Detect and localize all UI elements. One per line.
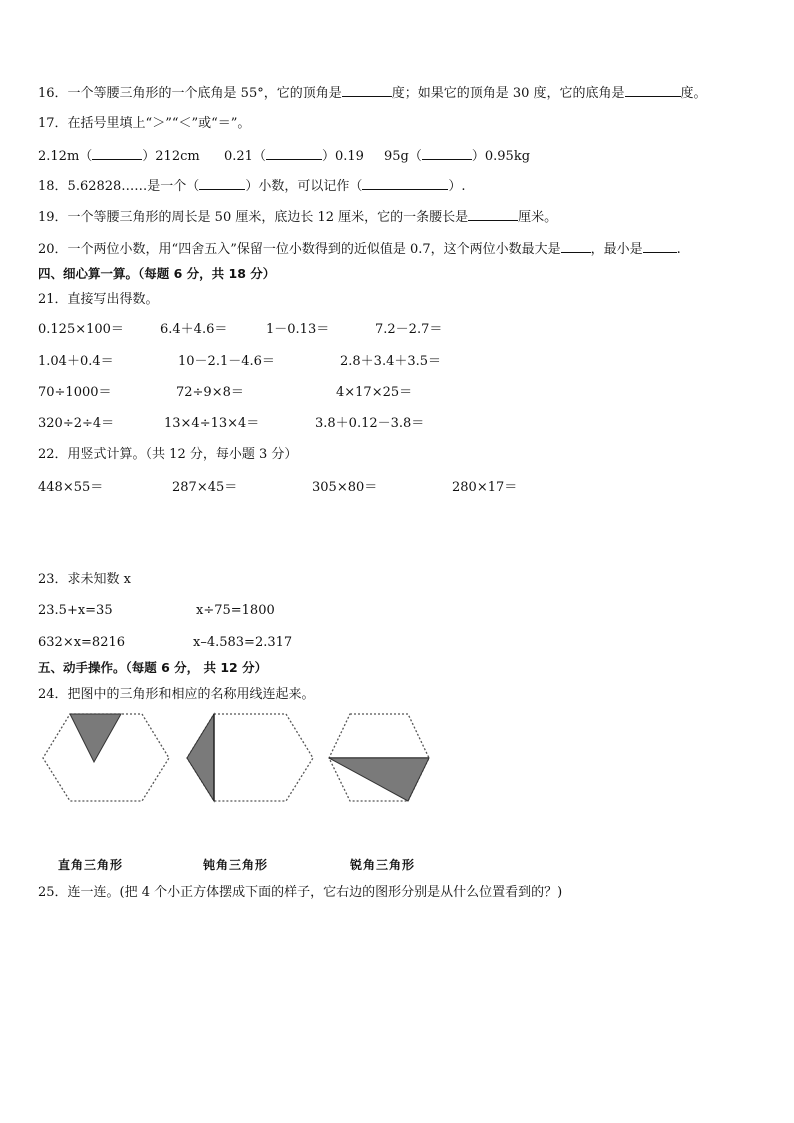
q21-r4-c2: 13×4÷13×4＝ [164,416,260,431]
q18-text-b: ）小数，可以记作（ [245,179,363,194]
question-25: 25．连一连。(把 4 个小正方体摆成下面的样子，它右边的图形分别是从什么位置看到的？) [38,885,563,900]
q21-r3-c1: 70÷1000＝ [38,385,112,400]
q17-item-1 [38,147,200,165]
q17-item-2-a: 0.21（ [224,149,266,164]
q21-r3-c2: 72÷9×8＝ [176,385,244,400]
question-20 [38,240,681,258]
q17-item-3-b: ）0.95kg [471,149,531,164]
q16-text-c: 度。 [680,86,707,101]
q23-item-4: x–4.583=2.317 [193,635,293,650]
q17-item-3 [384,147,530,165]
hexagon-figure-3 [326,712,432,804]
q21-r1-c2: 6.4＋4.6＝ [160,322,228,337]
q23-item-2: x÷75=1800 [196,603,275,618]
q23-item-3: 632×x=8216 [38,635,126,650]
q20-text-c: . [676,242,681,257]
q23-item-1: 23.5+x=35 [38,603,113,618]
question-24: 24．把图中的三角形和相应的名称用线连起来。 [38,687,315,702]
q21-r1-c1: 0.125×100＝ [38,322,124,337]
q21-r2-c2: 10－2.1－4.6＝ [178,354,275,369]
answer-blank[interactable] [561,240,591,253]
answer-blank[interactable] [422,147,472,160]
q18-text-c: ）. [448,179,466,194]
answer-blank[interactable] [342,84,392,97]
question-17: 17．在括号里填上“＞”“＜”或“＝”。 [38,116,251,131]
q20-text-b: ，最小是 [590,242,643,257]
q17-item-1-a: 2.12m（ [38,149,93,164]
answer-blank[interactable] [92,147,142,160]
q21-r3-c3: 4×17×25＝ [336,385,413,400]
q22-item-3: 305×80＝ [312,480,378,495]
q16-text-a: 16．一个等腰三角形的一个底角是 55°，它的顶角是 [38,86,342,101]
label-obtuse-triangle: 钝角三角形 [203,858,269,872]
q20-text-a: 20．一个两位小数，用“四舍五入”保留一位小数得到的近似值是 0.7，这个两位小数最大是 [38,242,561,257]
hexagon-figure-1 [40,712,172,804]
question-16 [38,84,707,102]
section-4-heading: 四、细心算一算。（每题 6 分，共 18 分） [38,266,276,281]
answer-blank[interactable] [266,147,322,160]
q19-text-b: 厘米。 [518,210,558,225]
answer-blank[interactable] [643,240,677,253]
label-right-triangle: 直角三角形 [58,858,124,872]
q17-item-2 [224,147,364,165]
section-5-heading: 五、动手操作。（每题 6 分， 共 12 分） [38,660,268,675]
q22-item-1: 448×55＝ [38,480,104,495]
question-21: 21．直接写出得数。 [38,292,159,307]
q22-item-2: 287×45＝ [172,480,238,495]
q22-item-4: 280×17＝ [452,480,518,495]
q21-r1-c4: 7.2－2.7＝ [375,322,443,337]
question-18 [38,177,465,195]
q21-r2-c1: 1.04＋0.4＝ [38,354,114,369]
hexagon-figure-2 [184,712,316,804]
label-acute-triangle: 锐角三角形 [350,858,416,872]
q21-r4-c3: 3.8＋0.12－3.8＝ [315,416,425,431]
q17-item-2-b: ）0.19 [321,149,364,164]
q18-text-a: 18．5.62828……是一个（ [38,179,200,194]
answer-blank[interactable] [625,84,681,97]
q17-item-1-b: ）212cm [142,149,200,164]
answer-blank[interactable] [199,177,245,190]
q19-text-a: 19．一个等腰三角形的周长是 50 厘米，底边长 12 厘米，它的一条腰长是 [38,210,469,225]
question-23: 23．求未知数 x [38,572,132,587]
answer-blank[interactable] [362,177,448,190]
question-19 [38,208,557,226]
q21-r1-c3: 1－0.13＝ [266,322,330,337]
question-22: 22．用竖式计算。（共 12 分，每小题 3 分） [38,447,298,462]
q21-r4-c1: 320÷2÷4＝ [38,416,115,431]
q21-r2-c3: 2.8＋3.4＋3.5＝ [340,354,442,369]
obtuse-triangle-shaded [187,714,214,801]
answer-blank[interactable] [468,208,518,221]
q17-item-3-a: 95g（ [384,149,422,164]
q16-text-b: 度；如果它的顶角是 30 度，它的底角是 [391,86,625,101]
